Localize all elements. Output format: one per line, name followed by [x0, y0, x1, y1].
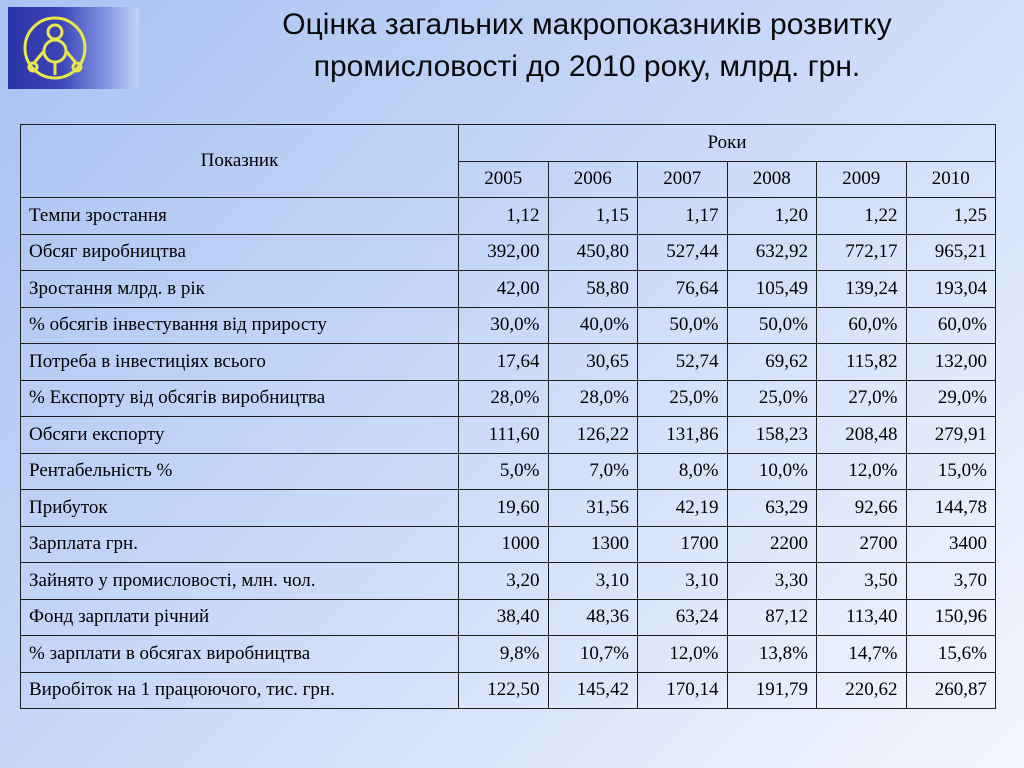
value-cell-2008: 50,0% — [727, 307, 817, 344]
organization-emblem-icon — [8, 7, 139, 89]
slide-title — [175, 4, 999, 88]
value-cell-2006: 30,65 — [548, 344, 638, 381]
value-cell-2007: 1,17 — [638, 198, 728, 235]
value-cell-2008: 191,79 — [727, 672, 817, 709]
value-cell-2005: 1000 — [459, 526, 549, 563]
years-header: Роки — [459, 125, 996, 162]
value-cell-2008: 632,92 — [727, 234, 817, 271]
table-body — [21, 198, 996, 709]
value-cell-2007: 50,0% — [638, 307, 728, 344]
table-row — [21, 417, 996, 454]
value-cell-2009: 220,62 — [817, 672, 907, 709]
value-cell-2007: 63,24 — [638, 599, 728, 636]
value-cell-2009: 27,0% — [817, 380, 907, 417]
value-cell-2008: 158,23 — [727, 417, 817, 454]
row-label: % зарплати в обсягах виробництва — [21, 636, 459, 673]
value-cell-2005: 122,50 — [459, 672, 549, 709]
table-row — [21, 563, 996, 600]
value-cell-2010: 1,25 — [906, 198, 996, 235]
table-row — [21, 453, 996, 490]
value-cell-2010: 15,6% — [906, 636, 996, 673]
indicator-header: Показник — [21, 125, 459, 198]
value-cell-2009: 139,24 — [817, 271, 907, 308]
value-cell-2010: 260,87 — [906, 672, 996, 709]
value-cell-2008: 69,62 — [727, 344, 817, 381]
value-cell-2005: 17,64 — [459, 344, 549, 381]
year-header-2010: 2010 — [906, 161, 996, 198]
row-label: Зайнято у промисловості, млн. чол. — [21, 563, 459, 600]
value-cell-2005: 5,0% — [459, 453, 549, 490]
table-row — [21, 490, 996, 527]
row-label: Обсяги експорту — [21, 417, 459, 454]
value-cell-2007: 12,0% — [638, 636, 728, 673]
value-cell-2009: 208,48 — [817, 417, 907, 454]
value-cell-2009: 14,7% — [817, 636, 907, 673]
table-row — [21, 599, 996, 636]
row-label: Рентабельність % — [21, 453, 459, 490]
value-cell-2005: 42,00 — [459, 271, 549, 308]
year-header-2006: 2006 — [548, 161, 638, 198]
value-cell-2007: 52,74 — [638, 344, 728, 381]
value-cell-2006: 7,0% — [548, 453, 638, 490]
value-cell-2010: 965,21 — [906, 234, 996, 271]
value-cell-2008: 3,30 — [727, 563, 817, 600]
value-cell-2009: 113,40 — [817, 599, 907, 636]
value-cell-2006: 28,0% — [548, 380, 638, 417]
title-line-1: Оцінка загальних макропоказників розвитку — [282, 8, 892, 41]
value-cell-2010: 144,78 — [906, 490, 996, 527]
value-cell-2005: 392,00 — [459, 234, 549, 271]
value-cell-2009: 1,22 — [817, 198, 907, 235]
value-cell-2008: 1,20 — [727, 198, 817, 235]
value-cell-2009: 115,82 — [817, 344, 907, 381]
value-cell-2007: 42,19 — [638, 490, 728, 527]
macro-indicators-table — [20, 124, 996, 709]
value-cell-2006: 1300 — [548, 526, 638, 563]
value-cell-2008: 13,8% — [727, 636, 817, 673]
value-cell-2005: 28,0% — [459, 380, 549, 417]
row-label: Прибуток — [21, 490, 459, 527]
value-cell-2008: 105,49 — [727, 271, 817, 308]
value-cell-2010: 3400 — [906, 526, 996, 563]
table-row — [21, 636, 996, 673]
value-cell-2009: 60,0% — [817, 307, 907, 344]
value-cell-2009: 12,0% — [817, 453, 907, 490]
value-cell-2006: 40,0% — [548, 307, 638, 344]
value-cell-2010: 279,91 — [906, 417, 996, 454]
row-label: Зарплата грн. — [21, 526, 459, 563]
value-cell-2006: 10,7% — [548, 636, 638, 673]
value-cell-2010: 193,04 — [906, 271, 996, 308]
value-cell-2006: 126,22 — [548, 417, 638, 454]
value-cell-2005: 38,40 — [459, 599, 549, 636]
logo — [8, 7, 139, 89]
value-cell-2008: 63,29 — [727, 490, 817, 527]
value-cell-2008: 25,0% — [727, 380, 817, 417]
value-cell-2010: 29,0% — [906, 380, 996, 417]
value-cell-2010: 60,0% — [906, 307, 996, 344]
row-label: Обсяг виробництва — [21, 234, 459, 271]
value-cell-2006: 145,42 — [548, 672, 638, 709]
row-label: % обсягів інвестування від приросту — [21, 307, 459, 344]
value-cell-2009: 2700 — [817, 526, 907, 563]
value-cell-2005: 3,20 — [459, 563, 549, 600]
value-cell-2009: 92,66 — [817, 490, 907, 527]
row-label: Темпи зростання — [21, 198, 459, 235]
value-cell-2009: 772,17 — [817, 234, 907, 271]
value-cell-2009: 3,50 — [817, 563, 907, 600]
table-row — [21, 307, 996, 344]
value-cell-2007: 1700 — [638, 526, 728, 563]
value-cell-2007: 76,64 — [638, 271, 728, 308]
row-label: % Експорту від обсягів виробництва — [21, 380, 459, 417]
value-cell-2006: 450,80 — [548, 234, 638, 271]
table-row — [21, 344, 996, 381]
row-label: Зростання млрд. в рік — [21, 271, 459, 308]
value-cell-2007: 3,10 — [638, 563, 728, 600]
value-cell-2005: 19,60 — [459, 490, 549, 527]
value-cell-2008: 10,0% — [727, 453, 817, 490]
year-header-2005: 2005 — [459, 161, 549, 198]
table-row — [21, 271, 996, 308]
table-row — [21, 672, 996, 709]
year-header-2009: 2009 — [817, 161, 907, 198]
value-cell-2007: 527,44 — [638, 234, 728, 271]
value-cell-2005: 9,8% — [459, 636, 549, 673]
value-cell-2010: 3,70 — [906, 563, 996, 600]
table-row — [21, 526, 996, 563]
value-cell-2006: 31,56 — [548, 490, 638, 527]
value-cell-2008: 87,12 — [727, 599, 817, 636]
value-cell-2007: 25,0% — [638, 380, 728, 417]
table-row — [21, 380, 996, 417]
value-cell-2005: 1,12 — [459, 198, 549, 235]
value-cell-2006: 58,80 — [548, 271, 638, 308]
row-label: Потреба в інвестиціях всього — [21, 344, 459, 381]
value-cell-2007: 131,86 — [638, 417, 728, 454]
value-cell-2010: 150,96 — [906, 599, 996, 636]
value-cell-2006: 48,36 — [548, 599, 638, 636]
value-cell-2006: 1,15 — [548, 198, 638, 235]
year-header-2008: 2008 — [727, 161, 817, 198]
row-label: Виробіток на 1 працюючого, тис. грн. — [21, 672, 459, 709]
table-row — [21, 198, 996, 235]
year-header-2007: 2007 — [638, 161, 728, 198]
value-cell-2008: 2200 — [727, 526, 817, 563]
value-cell-2006: 3,10 — [548, 563, 638, 600]
value-cell-2005: 111,60 — [459, 417, 549, 454]
value-cell-2010: 15,0% — [906, 453, 996, 490]
value-cell-2007: 8,0% — [638, 453, 728, 490]
value-cell-2007: 170,14 — [638, 672, 728, 709]
table-row — [21, 234, 996, 271]
row-label: Фонд зарплати річний — [21, 599, 459, 636]
value-cell-2010: 132,00 — [906, 344, 996, 381]
value-cell-2005: 30,0% — [459, 307, 549, 344]
title-line-2: промисловості до 2010 року, млрд. грн. — [313, 50, 861, 83]
